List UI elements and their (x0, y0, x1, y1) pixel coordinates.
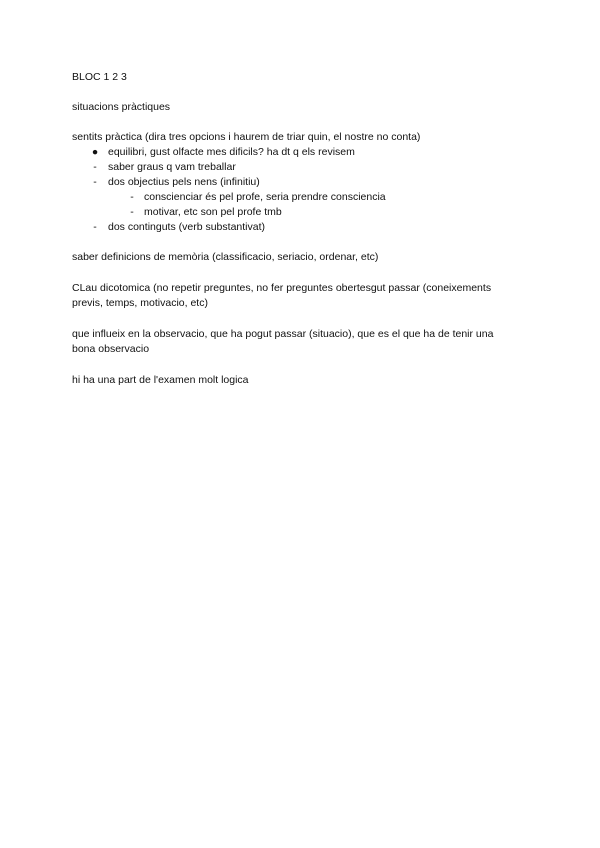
section-subtitle: situacions pràctiques (72, 101, 171, 113)
dash-marker: - (130, 206, 134, 218)
list-item (72, 160, 542, 175)
dash-marker: - (93, 221, 97, 233)
key-line: previs, temps, motivacio, etc) (72, 297, 208, 309)
observation-paragraph (72, 327, 542, 357)
dash-marker: - (130, 191, 134, 203)
dash-marker: - (93, 176, 97, 188)
practice-intro: sentits pràctica (dira tres opcions i haurem de triar quin, el nostre no conta) (72, 131, 421, 143)
list-item (72, 220, 542, 235)
key-line: CLau dicotomica (no repetir preguntes, no fer preguntes obertesgut passar (coneixements (72, 282, 492, 294)
memory-paragraph: saber definicions de memòria (classificacio, seriacio, ordenar, etc) (72, 251, 379, 263)
key-paragraph (72, 281, 542, 311)
list-item (72, 175, 542, 190)
dash-marker: - (93, 161, 97, 173)
practice-list (72, 145, 542, 190)
exam-paragraph: hi ha una part de l'examen molt logica (72, 374, 249, 386)
sublist-item-text: motivar, etc son pel profe tmb (144, 206, 282, 218)
list-item (72, 145, 542, 160)
bullet-marker: ● (91, 146, 99, 158)
list-item-text: saber graus q vam treballar (108, 161, 236, 173)
sublist-item-text: conscienciar és pel profe, seria prendre consciencia (144, 191, 386, 203)
observation-line: bona observacio (72, 343, 150, 355)
practice-list-continued (72, 220, 542, 235)
list-item-text: dos continguts (verb substantivat) (108, 221, 265, 233)
list-item-text: dos objectius pels nens (infinitiu) (108, 176, 260, 188)
sublist-item (72, 190, 542, 205)
objectives-sublist (72, 190, 542, 220)
document-heading: BLOC 1 2 3 (72, 71, 127, 83)
list-item-text: equilibri, gust olfacte mes dificils? ha dt q els revisem (108, 146, 355, 158)
observation-line: que influeix en la observacio, que ha pogut passar (situacio), que es el que ha de tenir una (72, 328, 494, 340)
document-body (72, 70, 542, 388)
sublist-item (72, 205, 542, 220)
